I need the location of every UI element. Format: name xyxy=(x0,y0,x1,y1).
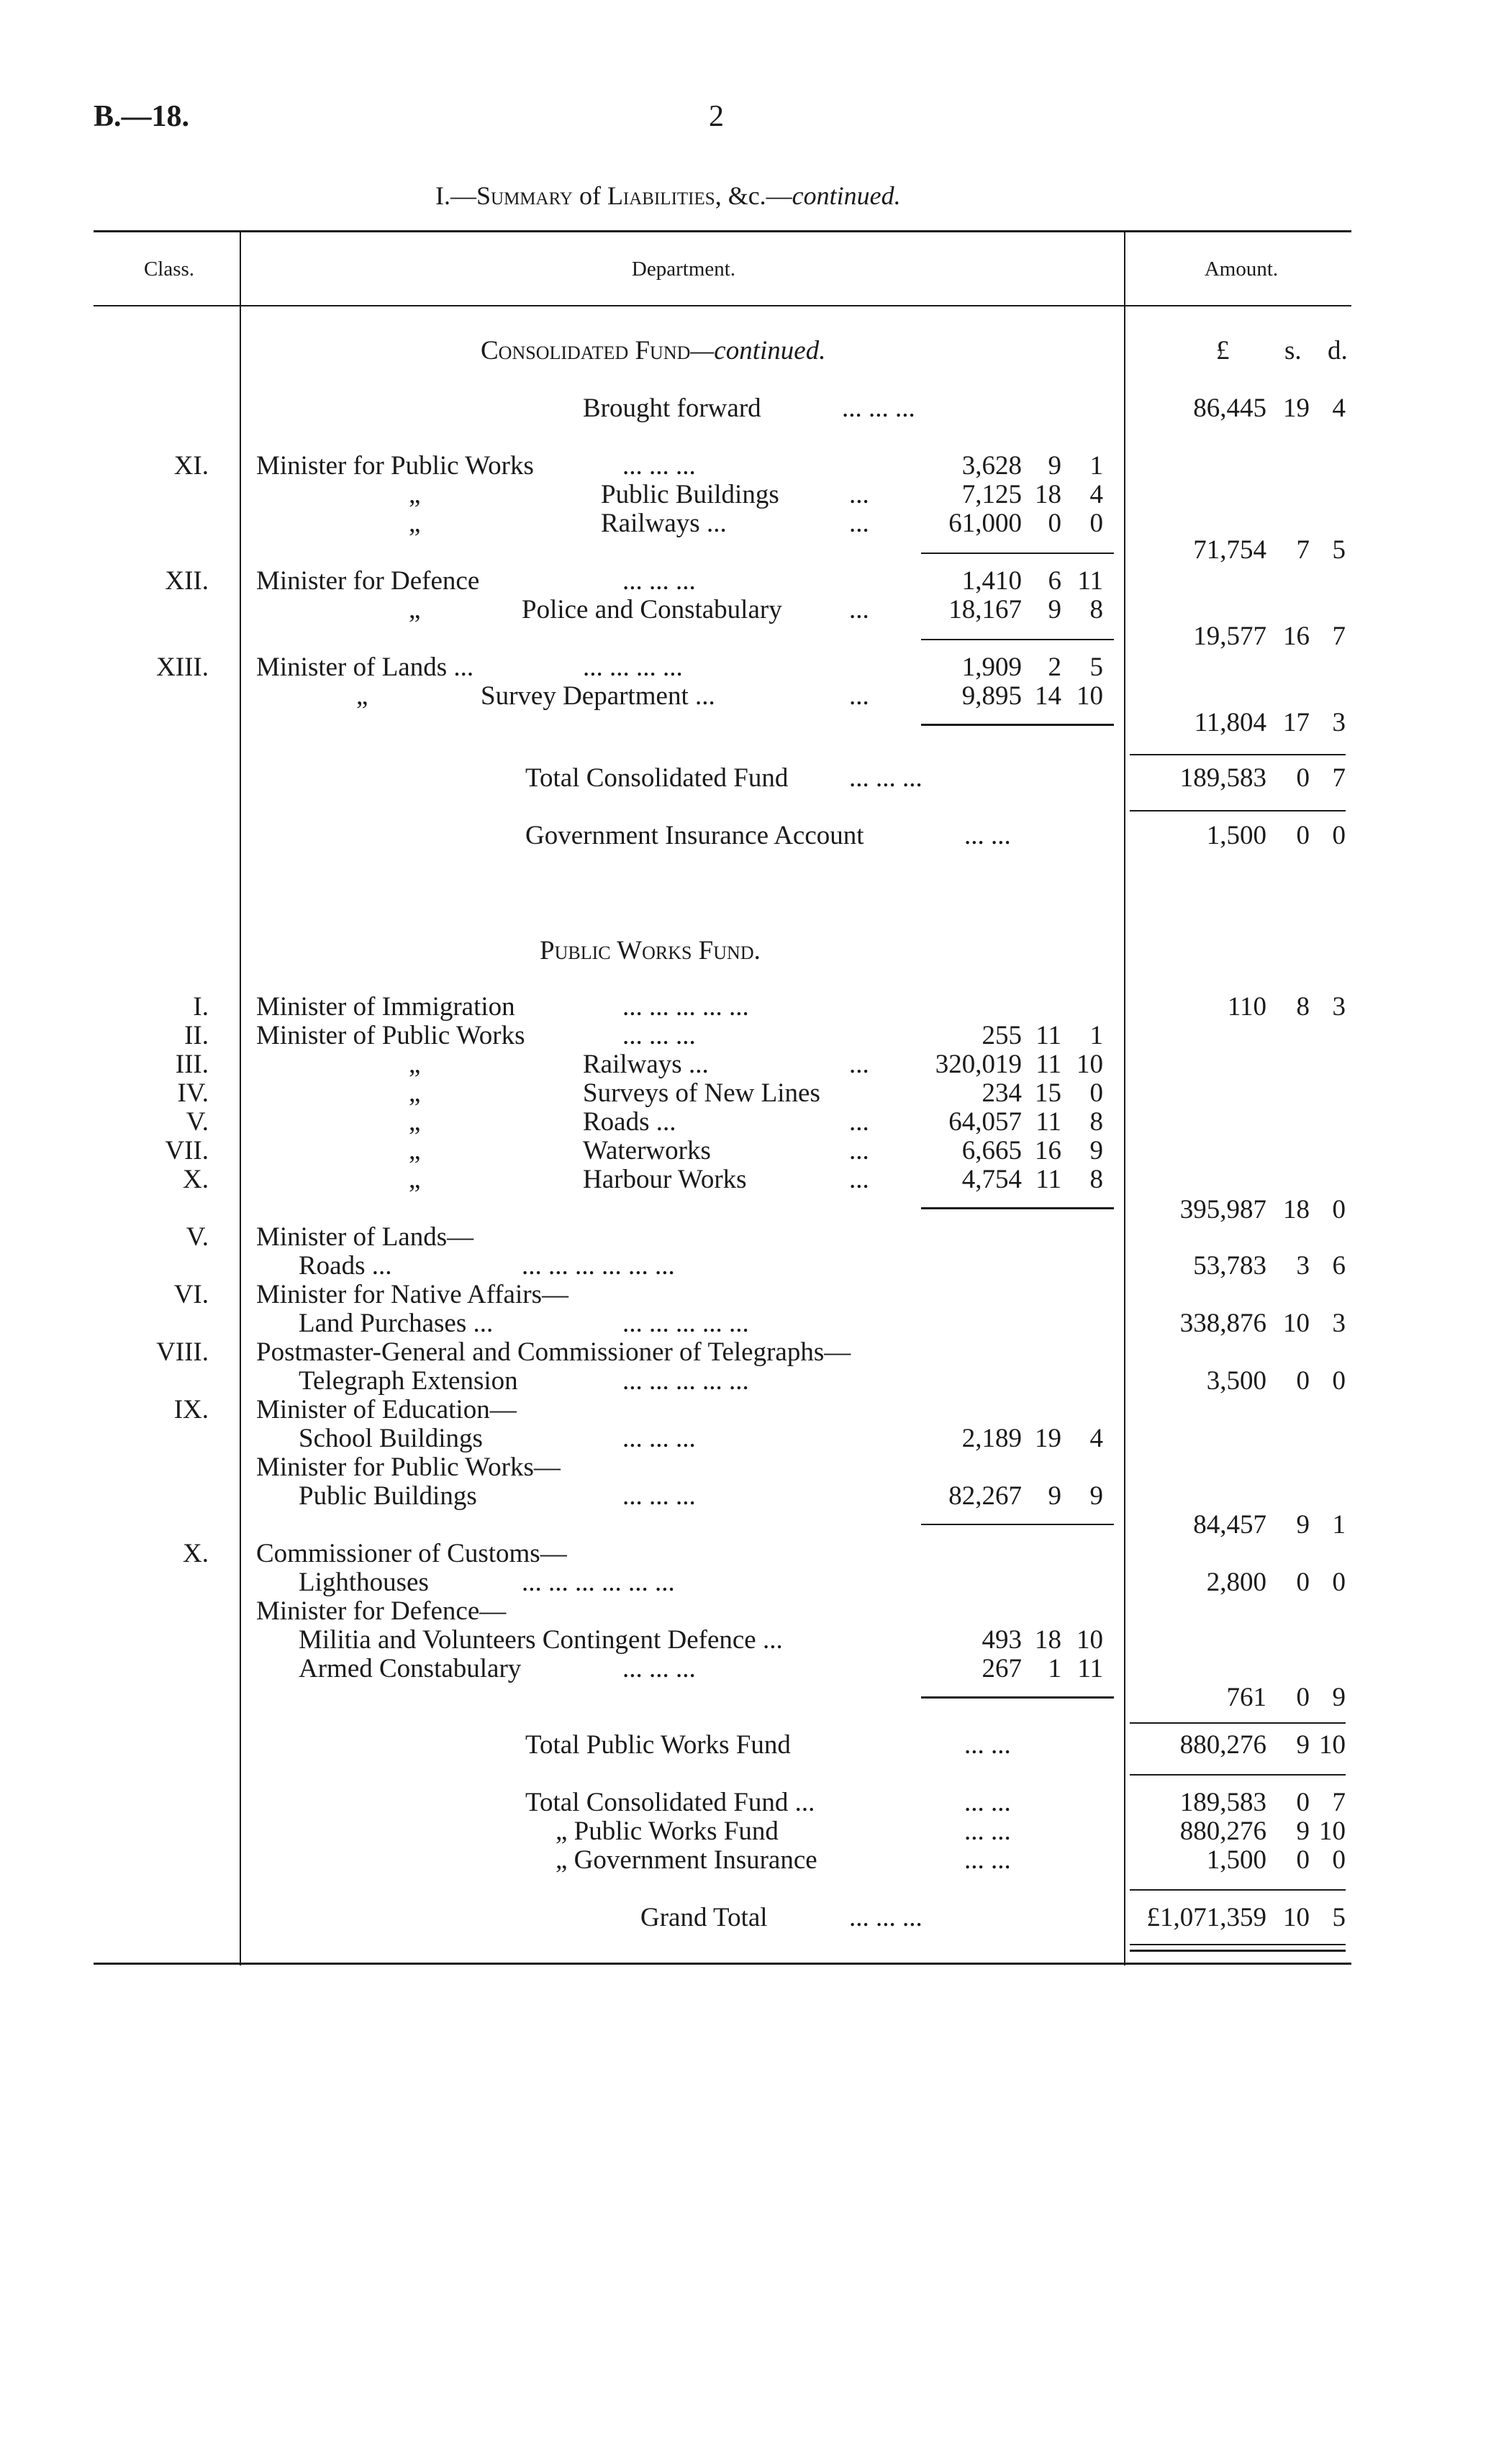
dept-dots: ... xyxy=(849,480,869,509)
row-total-shillings: 0 xyxy=(1296,1366,1310,1396)
line-shillings: 11 xyxy=(1035,1050,1061,1079)
line-pounds: 255 xyxy=(982,1021,1022,1050)
ditto-mark: „ xyxy=(409,1050,421,1079)
line-pence: 8 xyxy=(1089,1165,1103,1194)
insurance-label: Government Insurance Account xyxy=(525,821,864,850)
row-total-pounds: 53,783 xyxy=(1193,1251,1266,1281)
group-total-pounds: 11,804 xyxy=(1194,708,1266,737)
row-total-shillings: 0 xyxy=(1296,1568,1310,1597)
group-total-pounds: 19,577 xyxy=(1193,622,1266,651)
consolidated-fund-heading xyxy=(481,337,825,365)
line-pounds: 320,019 xyxy=(935,1050,1022,1079)
summary-shillings: 0 xyxy=(1296,1788,1310,1817)
dept-dots: ... ... ... xyxy=(622,451,696,481)
ditto-mark: „ xyxy=(409,1165,421,1194)
total-consolidated-dots: ... ... ... xyxy=(849,763,922,793)
dept-dots: ... ... ... ... ... xyxy=(622,992,749,1022)
dept-item: School Buildings xyxy=(299,1424,483,1453)
line-shillings: 18 xyxy=(1035,1625,1061,1655)
ditto-mark: „ xyxy=(409,1107,421,1137)
dept-sub-line: Railways ... xyxy=(583,1050,709,1079)
amount-column-divider xyxy=(1124,232,1125,1965)
shillings-symbol: s. xyxy=(1284,336,1302,365)
class-label: VI. xyxy=(173,1280,209,1309)
line-pence: 8 xyxy=(1089,595,1103,624)
defence-total-pounds: 761 xyxy=(1226,1683,1266,1712)
line-pence: 11 xyxy=(1077,566,1103,596)
subtotal-rule xyxy=(921,639,1114,640)
line-pounds: 18,167 xyxy=(948,595,1022,624)
row-total-pence: 3 xyxy=(1332,992,1346,1022)
dept-item: Militia and Volunteers Contingent Defence ... xyxy=(299,1625,783,1655)
line-pounds: 64,057 xyxy=(948,1107,1022,1137)
subtotal-rule xyxy=(921,724,1114,726)
total-public-works-dots: ... ... xyxy=(964,1730,1011,1760)
dept-sub-line: Police and Constabulary xyxy=(522,595,782,624)
table-bottom-rule xyxy=(94,1963,1351,1965)
dept-sub-line: Surveys of New Lines xyxy=(583,1078,820,1108)
summary-line: Total Consolidated Fund ... xyxy=(525,1788,815,1817)
line-pence: 11 xyxy=(1077,1654,1103,1683)
public-works-fund-heading: Public Works Fund. xyxy=(540,936,761,965)
line-pence: 10 xyxy=(1076,1050,1103,1079)
grand-total-double-rule-top xyxy=(1130,1944,1346,1945)
line-pence: 10 xyxy=(1076,681,1103,711)
line-pounds: 3,628 xyxy=(961,451,1022,481)
line-pence: 9 xyxy=(1089,1481,1103,1511)
line-pence: 9 xyxy=(1089,1136,1103,1165)
dept-dots: ... ... ... xyxy=(622,1021,696,1050)
line-pence: 4 xyxy=(1089,480,1103,509)
class-label: III. xyxy=(175,1050,209,1079)
total-public-works-label: Total Public Works Fund xyxy=(525,1730,791,1760)
subtotal-rule xyxy=(921,553,1114,554)
title-etc: , &c.— xyxy=(715,181,792,210)
row-total-pence: 0 xyxy=(1332,1366,1346,1396)
line-shillings: 2 xyxy=(1048,653,1061,682)
works-total-pounds: 395,987 xyxy=(1179,1195,1266,1224)
title-continued: continued. xyxy=(792,181,901,210)
line-pounds: 493 xyxy=(982,1625,1022,1655)
grand-total-pounds: £1,071,359 xyxy=(1146,1903,1266,1932)
line-shillings: 18 xyxy=(1035,480,1061,509)
insurance-shillings: 0 xyxy=(1296,821,1310,850)
dept-dots: ... ... ... ... ... ... xyxy=(522,1568,675,1597)
row-total-pounds: 2,800 xyxy=(1206,1568,1266,1597)
dept-dots: ... ... ... xyxy=(622,566,696,596)
dept-dots: ... ... ... ... ... xyxy=(622,1309,749,1338)
dept-heading: Postmaster-General and Commissioner of Telegraphs— xyxy=(256,1337,851,1367)
class-label-xii: XII. xyxy=(165,566,209,596)
group-total-pence: 5 xyxy=(1332,535,1346,565)
insurance-pence: 0 xyxy=(1332,821,1346,850)
class-label: VII. xyxy=(165,1136,209,1165)
dept-item: Armed Constabulary xyxy=(299,1654,522,1683)
defence-total-pence: 9 xyxy=(1332,1683,1346,1712)
page-number: 2 xyxy=(709,100,724,133)
brought-forward-pence: 4 xyxy=(1332,394,1346,423)
subtotal-rule xyxy=(921,1696,1114,1699)
line-pence: 0 xyxy=(1089,509,1103,538)
title-liabilities: Liabilities xyxy=(607,181,715,210)
education-total-pounds: 84,457 xyxy=(1193,1510,1266,1540)
brought-forward-shillings: 19 xyxy=(1283,394,1310,423)
total-consolidated-pence: 7 xyxy=(1332,763,1346,793)
education-total-shillings: 9 xyxy=(1296,1510,1310,1540)
dept-item: Public Buildings xyxy=(299,1481,477,1511)
dept-dots: ... ... ... xyxy=(622,1481,696,1511)
line-shillings: 9 xyxy=(1048,595,1061,624)
line-pence: 8 xyxy=(1089,1107,1103,1137)
line-shillings: 11 xyxy=(1035,1021,1061,1050)
total-consolidated-pounds: 189,583 xyxy=(1179,763,1266,793)
class-label: IX. xyxy=(173,1395,209,1424)
insurance-pounds: 1,500 xyxy=(1206,821,1266,850)
brought-forward-label: Brought forward xyxy=(583,394,761,423)
dept-item: Roads ... xyxy=(299,1251,392,1281)
dept-heading: Minister of Lands— xyxy=(256,1222,474,1252)
class-label: V. xyxy=(186,1222,209,1252)
summary-dots: ... ... xyxy=(964,1788,1011,1817)
column-header-amount: Amount. xyxy=(1204,258,1279,281)
subtotal-rule xyxy=(921,1524,1114,1525)
line-pounds: 61,000 xyxy=(948,509,1022,538)
line-shillings: 15 xyxy=(1035,1078,1061,1108)
consolidated-heading-text: Consolidated Fund xyxy=(481,336,691,365)
line-shillings: 0 xyxy=(1048,509,1061,538)
dept-item: Lighthouses xyxy=(299,1568,429,1597)
line-pounds: 267 xyxy=(982,1654,1022,1683)
dept-dots: ... ... ... ... xyxy=(583,653,683,682)
line-pence: 5 xyxy=(1089,653,1103,682)
dept-line: Minister of Lands ... xyxy=(256,653,474,682)
dept-line: Minister of Public Works xyxy=(256,1021,525,1050)
summary-shillings: 0 xyxy=(1296,1845,1310,1875)
consolidated-heading-cont: —continued. xyxy=(690,336,826,365)
summary-pence: 0 xyxy=(1332,1845,1346,1875)
class-label: II. xyxy=(184,1021,209,1050)
total-rule xyxy=(1130,810,1346,812)
class-label: X. xyxy=(183,1165,209,1194)
dept-dots: ... xyxy=(849,1050,869,1079)
dept-dots: ... xyxy=(849,681,869,711)
line-pounds: 1,909 xyxy=(961,653,1022,682)
row-total-pounds: 338,876 xyxy=(1179,1309,1266,1338)
dept-dots: ... xyxy=(849,1165,869,1194)
total-rule xyxy=(1130,754,1346,755)
dept-dots: ... ... ... xyxy=(622,1424,696,1453)
summary-pence: 7 xyxy=(1332,1788,1346,1817)
grand-total-double-rule-bottom xyxy=(1130,1950,1346,1952)
dept-heading: Commissioner of Customs— xyxy=(256,1539,567,1568)
line-pounds: 1,410 xyxy=(961,566,1022,596)
group-total-pence: 7 xyxy=(1332,622,1346,651)
group-total-pounds: 71,754 xyxy=(1193,535,1266,565)
dept-dots: ... ... ... ... ... ... xyxy=(522,1251,675,1281)
ditto-mark: „ xyxy=(409,480,421,509)
dept-sub-line: Harbour Works xyxy=(583,1165,747,1194)
ditto-mark: „ xyxy=(409,1078,421,1108)
line-pounds: 7,125 xyxy=(961,480,1022,509)
class-label: V. xyxy=(186,1107,209,1137)
line-shillings: 11 xyxy=(1035,1165,1061,1194)
class-label: VIII. xyxy=(156,1337,209,1367)
line-pence: 4 xyxy=(1089,1424,1103,1453)
dept-item: Telegraph Extension xyxy=(299,1366,518,1396)
total-consolidated-label: Total Consolidated Fund xyxy=(525,763,789,793)
column-header-class: Class. xyxy=(143,258,195,281)
line-shillings: 1 xyxy=(1048,1654,1061,1683)
document-reference: B.—18. xyxy=(94,100,190,133)
summary-pounds: 189,583 xyxy=(1179,1788,1266,1817)
brought-forward-pounds: 86,445 xyxy=(1193,394,1266,423)
class-label: IV. xyxy=(177,1078,209,1108)
dept-item: Land Purchases ... xyxy=(299,1309,494,1338)
row-total-shillings: 8 xyxy=(1296,992,1310,1022)
brought-forward-dots: ... ... ... xyxy=(842,394,915,423)
line-pounds: 6,665 xyxy=(961,1136,1022,1165)
summary-dots: ... ... xyxy=(964,1817,1011,1846)
works-total-shillings: 18 xyxy=(1283,1195,1310,1224)
line-pounds: 234 xyxy=(982,1078,1022,1108)
total-rule xyxy=(1130,1722,1346,1724)
table-top-rule xyxy=(94,230,1351,232)
line-pence: 1 xyxy=(1089,451,1103,481)
row-total-pounds: 3,500 xyxy=(1206,1366,1266,1396)
line-shillings: 19 xyxy=(1035,1424,1061,1453)
column-header-department: Department. xyxy=(631,258,736,281)
line-shillings: 6 xyxy=(1048,566,1061,596)
dept-heading: Minister for Defence— xyxy=(256,1596,507,1626)
defence-total-shillings: 0 xyxy=(1296,1683,1310,1712)
summary-pounds: 1,500 xyxy=(1206,1845,1266,1875)
dept-heading: Minister of Education— xyxy=(256,1395,517,1424)
row-total-pence: 6 xyxy=(1332,1251,1346,1281)
total-rule xyxy=(1130,1889,1346,1891)
dept-sub-line: Railways ... xyxy=(601,509,727,538)
page-title xyxy=(435,181,901,210)
dept-sub-line: Roads ... xyxy=(583,1107,676,1137)
dept-sub-line: Public Buildings xyxy=(601,480,779,509)
subtotal-rule xyxy=(921,1207,1114,1209)
dept-heading: Minister for Public Works— xyxy=(256,1453,561,1482)
grand-total-pence: 5 xyxy=(1332,1903,1346,1932)
dept-heading: Minister for Native Affairs— xyxy=(256,1280,568,1309)
class-label: I. xyxy=(193,992,209,1022)
summary-pence: 10 xyxy=(1319,1817,1346,1846)
dept-dots: ... xyxy=(849,595,869,624)
line-pounds: 82,267 xyxy=(948,1481,1022,1511)
pounds-symbol: £ xyxy=(1216,336,1230,365)
ditto-mark: „ xyxy=(409,595,421,624)
row-total-pounds: 110 xyxy=(1227,992,1266,1022)
summary-dots: ... ... xyxy=(964,1845,1011,1875)
ditto-mark: „ xyxy=(409,1136,421,1165)
education-total-pence: 1 xyxy=(1332,1510,1346,1540)
title-prefix: I.— xyxy=(435,181,476,210)
table-header-rule xyxy=(94,305,1351,306)
dept-sub-line: Waterworks xyxy=(583,1136,711,1165)
line-shillings: 9 xyxy=(1048,1481,1061,1511)
title-summary: Summary xyxy=(476,181,573,210)
dept-sub-line: Survey Department ... xyxy=(481,681,715,711)
dept-line: Minister for Public Works xyxy=(256,451,534,481)
line-pence: 1 xyxy=(1089,1021,1103,1050)
summary-shillings: 9 xyxy=(1296,1817,1310,1846)
line-pence: 10 xyxy=(1076,1625,1103,1655)
line-pence: 0 xyxy=(1089,1078,1103,1108)
class-label-xi: XI. xyxy=(173,451,209,481)
dept-dots: ... ... ... ... ... xyxy=(622,1366,749,1396)
dept-line: Minister for Defence xyxy=(256,566,480,596)
ditto-mark: „ xyxy=(356,681,368,711)
dept-dots: ... xyxy=(849,1136,869,1165)
summary-pounds: 880,276 xyxy=(1179,1817,1266,1846)
grand-total-shillings: 10 xyxy=(1283,1903,1310,1932)
line-shillings: 16 xyxy=(1035,1136,1061,1165)
row-total-pence: 3 xyxy=(1332,1309,1346,1338)
dept-line: Minister of Immigration xyxy=(256,992,515,1022)
grand-total-label: Grand Total xyxy=(640,1903,768,1932)
line-shillings: 9 xyxy=(1048,451,1061,481)
line-shillings: 11 xyxy=(1035,1107,1061,1137)
group-total-shillings: 7 xyxy=(1296,535,1310,565)
dept-dots: ... xyxy=(849,509,869,538)
line-pounds: 4,754 xyxy=(961,1165,1022,1194)
dept-dots: ... xyxy=(849,1107,869,1137)
summary-line: „ Public Works Fund xyxy=(556,1817,779,1846)
group-total-shillings: 17 xyxy=(1283,708,1310,737)
class-label-xiii: XIII. xyxy=(156,653,209,682)
works-total-pence: 0 xyxy=(1332,1195,1346,1224)
total-rule xyxy=(1130,1774,1346,1776)
total-public-works-pence: 10 xyxy=(1319,1730,1346,1760)
line-pounds: 9,895 xyxy=(961,681,1022,711)
total-public-works-shillings: 9 xyxy=(1296,1730,1310,1760)
class-column-divider xyxy=(240,232,241,1965)
dept-dots: ... ... ... xyxy=(622,1654,696,1683)
row-total-pence: 0 xyxy=(1332,1568,1346,1597)
title-of: of xyxy=(572,181,607,210)
row-total-shillings: 3 xyxy=(1296,1251,1310,1281)
class-label: X. xyxy=(183,1539,209,1568)
pence-symbol: d. xyxy=(1328,336,1348,365)
total-public-works-pounds: 880,276 xyxy=(1179,1730,1266,1760)
row-total-shillings: 10 xyxy=(1283,1309,1310,1338)
ditto-mark: „ xyxy=(409,509,421,538)
line-shillings: 14 xyxy=(1035,681,1061,711)
group-total-pence: 3 xyxy=(1332,708,1346,737)
group-total-shillings: 16 xyxy=(1283,622,1310,651)
line-pounds: 2,189 xyxy=(961,1424,1022,1453)
insurance-dots: ... ... xyxy=(964,821,1011,850)
grand-total-dots: ... ... ... xyxy=(849,1903,922,1932)
summary-line: „ Government Insurance xyxy=(556,1845,817,1875)
total-consolidated-shillings: 0 xyxy=(1296,763,1310,793)
